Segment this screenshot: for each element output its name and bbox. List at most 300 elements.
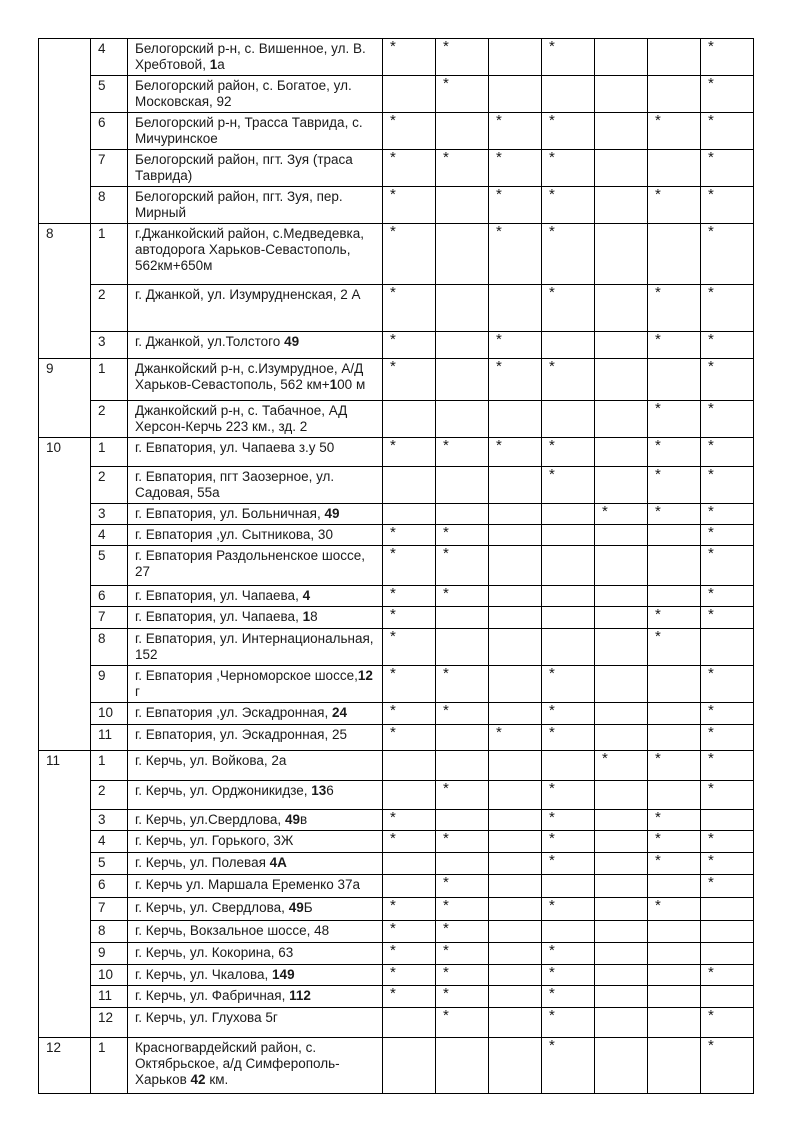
row-number-cell: 1 bbox=[91, 1038, 128, 1094]
table-row bbox=[39, 607, 754, 629]
star-mark-cell bbox=[595, 586, 648, 607]
star-mark-cell bbox=[542, 986, 595, 1008]
star-mark-cell bbox=[489, 921, 542, 943]
star-mark-cell bbox=[436, 1008, 489, 1038]
star-mark-cell bbox=[436, 586, 489, 607]
star-mark-cell bbox=[595, 224, 648, 285]
asterisk-mark: * bbox=[549, 985, 555, 1002]
star-mark-cell bbox=[383, 810, 436, 831]
star-mark-cell bbox=[701, 898, 754, 921]
star-mark-cell bbox=[489, 359, 542, 401]
table-row bbox=[39, 332, 754, 359]
asterisk-mark: * bbox=[390, 524, 396, 541]
star-mark-cell bbox=[436, 853, 489, 875]
table-row bbox=[39, 546, 754, 586]
star-mark-cell bbox=[595, 285, 648, 332]
asterisk-mark: * bbox=[549, 358, 555, 375]
asterisk-mark: * bbox=[708, 223, 714, 240]
address-cell: г.Джанкойский район, с.Медведевка, автодорога Харьков-Севастополь, 562км+650м bbox=[128, 224, 383, 285]
star-mark-cell bbox=[701, 359, 754, 401]
star-mark-cell bbox=[648, 965, 701, 986]
star-mark-cell bbox=[648, 853, 701, 875]
star-mark-cell bbox=[489, 1008, 542, 1038]
star-mark-cell bbox=[701, 467, 754, 504]
row-number-cell: 9 bbox=[91, 666, 128, 703]
star-mark-cell bbox=[436, 39, 489, 76]
star-mark-cell bbox=[648, 401, 701, 438]
address-cell: г. Евпатория Раздольненское шоссе, 27 bbox=[128, 546, 383, 586]
star-mark-cell bbox=[383, 285, 436, 332]
asterisk-mark: * bbox=[708, 75, 714, 92]
star-mark-cell bbox=[383, 666, 436, 703]
star-mark-cell bbox=[383, 359, 436, 401]
row-number-cell: 5 bbox=[91, 546, 128, 586]
star-mark-cell bbox=[436, 1038, 489, 1094]
asterisk-mark: * bbox=[390, 724, 396, 741]
asterisk-mark: * bbox=[655, 466, 661, 483]
address-cell: г. Джанкой, ул.Толстого 49 bbox=[128, 332, 383, 359]
address-cell: г. Керчь, ул. Кокорина, 63 bbox=[128, 943, 383, 965]
table-row bbox=[39, 965, 754, 986]
star-mark-cell bbox=[436, 224, 489, 285]
table-row bbox=[39, 725, 754, 751]
star-mark-cell bbox=[701, 438, 754, 467]
table-row bbox=[39, 810, 754, 831]
asterisk-mark: * bbox=[443, 149, 449, 166]
star-mark-cell bbox=[648, 586, 701, 607]
star-mark-cell bbox=[701, 150, 754, 187]
star-mark-cell bbox=[383, 438, 436, 467]
row-number-cell: 1 bbox=[91, 751, 128, 781]
row-number-cell: 5 bbox=[91, 853, 128, 875]
star-mark-cell bbox=[436, 150, 489, 187]
star-mark-cell bbox=[542, 875, 595, 898]
star-mark-cell bbox=[383, 751, 436, 781]
star-mark-cell bbox=[701, 607, 754, 629]
star-mark-cell bbox=[648, 1008, 701, 1038]
star-mark-cell bbox=[701, 401, 754, 438]
asterisk-mark: * bbox=[708, 38, 714, 55]
star-mark-cell bbox=[542, 39, 595, 76]
star-mark-cell bbox=[436, 965, 489, 986]
star-mark-cell bbox=[648, 76, 701, 113]
star-mark-cell bbox=[595, 113, 648, 150]
asterisk-mark: * bbox=[390, 358, 396, 375]
row-number-cell: 4 bbox=[91, 525, 128, 546]
table-row bbox=[39, 853, 754, 875]
star-mark-cell bbox=[383, 401, 436, 438]
star-mark-cell bbox=[489, 438, 542, 467]
star-mark-cell bbox=[436, 921, 489, 943]
star-mark-cell bbox=[595, 467, 648, 504]
asterisk-mark: * bbox=[496, 186, 502, 203]
star-mark-cell bbox=[436, 285, 489, 332]
row-number-cell: 2 bbox=[91, 401, 128, 438]
star-mark-cell bbox=[542, 921, 595, 943]
asterisk-mark: * bbox=[443, 545, 449, 562]
star-mark-cell bbox=[648, 113, 701, 150]
star-mark-cell bbox=[542, 586, 595, 607]
star-mark-cell bbox=[648, 525, 701, 546]
star-mark-cell bbox=[595, 76, 648, 113]
star-mark-cell bbox=[436, 113, 489, 150]
star-mark-cell bbox=[701, 853, 754, 875]
row-number-cell: 11 bbox=[91, 725, 128, 751]
row-number-cell: 3 bbox=[91, 810, 128, 831]
star-mark-cell bbox=[648, 831, 701, 853]
asterisk-mark: * bbox=[390, 628, 396, 645]
star-mark-cell bbox=[542, 359, 595, 401]
star-mark-cell bbox=[648, 810, 701, 831]
asterisk-mark: * bbox=[390, 186, 396, 203]
asterisk-mark: * bbox=[390, 585, 396, 602]
row-number-cell: 10 bbox=[91, 703, 128, 725]
row-number-cell: 9 bbox=[91, 943, 128, 965]
asterisk-mark: * bbox=[655, 331, 661, 348]
star-mark-cell bbox=[436, 546, 489, 586]
star-mark-cell bbox=[701, 943, 754, 965]
row-number-cell: 6 bbox=[91, 586, 128, 607]
star-mark-cell bbox=[489, 546, 542, 586]
row-number-cell: 2 bbox=[91, 285, 128, 332]
asterisk-mark: * bbox=[443, 897, 449, 914]
row-number-cell: 2 bbox=[91, 781, 128, 810]
asterisk-mark: * bbox=[708, 585, 714, 602]
asterisk-mark: * bbox=[390, 38, 396, 55]
asterisk-mark: * bbox=[708, 852, 714, 869]
asterisk-mark: * bbox=[496, 223, 502, 240]
star-mark-cell bbox=[701, 586, 754, 607]
asterisk-mark: * bbox=[708, 437, 714, 454]
asterisk-mark: * bbox=[390, 897, 396, 914]
asterisk-mark: * bbox=[390, 606, 396, 623]
star-mark-cell bbox=[542, 401, 595, 438]
asterisk-mark: * bbox=[549, 724, 555, 741]
asterisk-mark: * bbox=[708, 1037, 714, 1054]
section-number-cell: 12 bbox=[39, 1038, 91, 1094]
star-mark-cell bbox=[383, 725, 436, 751]
star-mark-cell bbox=[542, 546, 595, 586]
row-number-cell: 10 bbox=[91, 965, 128, 986]
table-row bbox=[39, 224, 754, 285]
asterisk-mark: * bbox=[443, 985, 449, 1002]
star-mark-cell bbox=[595, 703, 648, 725]
asterisk-mark: * bbox=[390, 331, 396, 348]
star-mark-cell bbox=[383, 525, 436, 546]
star-mark-cell bbox=[542, 666, 595, 703]
table-row bbox=[39, 467, 754, 504]
star-mark-cell bbox=[701, 629, 754, 666]
star-mark-cell bbox=[489, 810, 542, 831]
star-mark-cell bbox=[648, 898, 701, 921]
star-mark-cell bbox=[542, 525, 595, 546]
table-row bbox=[39, 751, 754, 781]
row-number-cell: 4 bbox=[91, 831, 128, 853]
star-mark-cell bbox=[701, 76, 754, 113]
asterisk-mark: * bbox=[708, 545, 714, 562]
address-cell: Белогорский р-н, Трасса Таврида, с. Мичуринское bbox=[128, 113, 383, 150]
star-mark-cell bbox=[383, 1038, 436, 1094]
asterisk-mark: * bbox=[655, 503, 661, 520]
address-cell: г. Керчь, ул. Чкалова, 149 bbox=[128, 965, 383, 986]
star-mark-cell bbox=[701, 113, 754, 150]
table-row bbox=[39, 921, 754, 943]
star-mark-cell bbox=[595, 810, 648, 831]
row-number-cell: 6 bbox=[91, 113, 128, 150]
star-mark-cell bbox=[648, 751, 701, 781]
asterisk-mark: * bbox=[549, 437, 555, 454]
asterisk-mark: * bbox=[443, 1007, 449, 1024]
star-mark-cell bbox=[542, 150, 595, 187]
star-mark-cell bbox=[489, 831, 542, 853]
star-mark-cell bbox=[383, 831, 436, 853]
star-mark-cell bbox=[595, 546, 648, 586]
asterisk-mark: * bbox=[443, 920, 449, 937]
star-mark-cell bbox=[436, 76, 489, 113]
star-mark-cell bbox=[648, 629, 701, 666]
star-mark-cell bbox=[436, 831, 489, 853]
star-mark-cell bbox=[701, 725, 754, 751]
star-mark-cell bbox=[489, 76, 542, 113]
star-mark-cell bbox=[489, 1038, 542, 1094]
star-mark-cell bbox=[436, 607, 489, 629]
asterisk-mark: * bbox=[708, 186, 714, 203]
table-row bbox=[39, 629, 754, 666]
row-number-cell: 7 bbox=[91, 898, 128, 921]
asterisk-mark: * bbox=[708, 524, 714, 541]
star-mark-cell bbox=[595, 187, 648, 224]
table-row bbox=[39, 76, 754, 113]
asterisk-mark: * bbox=[390, 964, 396, 981]
star-mark-cell bbox=[383, 921, 436, 943]
address-cell: Белогорский р-н, с. Вишенное, ул. В. Хребтовой, 1а bbox=[128, 39, 383, 76]
star-mark-cell bbox=[383, 187, 436, 224]
star-mark-cell bbox=[542, 703, 595, 725]
star-mark-cell bbox=[701, 39, 754, 76]
address-cell: г. Евпатория ,ул. Эскадронная, 24 bbox=[128, 703, 383, 725]
star-mark-cell bbox=[595, 401, 648, 438]
asterisk-mark: * bbox=[708, 284, 714, 301]
address-cell: г. Керчь, ул.Свердлова, 49в bbox=[128, 810, 383, 831]
address-cell: г. Евпатория, ул. Чапаева з.у 50 bbox=[128, 438, 383, 467]
star-mark-cell bbox=[701, 332, 754, 359]
address-cell: г. Евпатория, ул. Больничная, 49 bbox=[128, 504, 383, 525]
asterisk-mark: * bbox=[549, 942, 555, 959]
asterisk-mark: * bbox=[549, 830, 555, 847]
star-mark-cell bbox=[701, 187, 754, 224]
address-cell: Белогорский район, пгт. Зуя (траса Таврида) bbox=[128, 150, 383, 187]
star-mark-cell bbox=[542, 725, 595, 751]
asterisk-mark: * bbox=[549, 186, 555, 203]
asterisk-mark: * bbox=[602, 503, 608, 520]
star-mark-cell bbox=[595, 629, 648, 666]
asterisk-mark: * bbox=[549, 665, 555, 682]
address-cell: г. Керчь, Вокзальное шоссе, 48 bbox=[128, 921, 383, 943]
star-mark-cell bbox=[489, 875, 542, 898]
star-mark-cell bbox=[542, 751, 595, 781]
star-mark-cell bbox=[489, 504, 542, 525]
star-mark-cell bbox=[595, 332, 648, 359]
star-mark-cell bbox=[595, 781, 648, 810]
star-mark-cell bbox=[595, 921, 648, 943]
star-mark-cell bbox=[489, 224, 542, 285]
star-mark-cell bbox=[701, 666, 754, 703]
star-mark-cell bbox=[542, 76, 595, 113]
address-cell: г. Евпатория, ул. Чапаева, 18 bbox=[128, 607, 383, 629]
table-row bbox=[39, 187, 754, 224]
address-cell: г. Евпатория, пгт Заозерное, ул. Садовая, 55а bbox=[128, 467, 383, 504]
star-mark-cell bbox=[436, 781, 489, 810]
star-mark-cell bbox=[595, 150, 648, 187]
star-mark-cell bbox=[436, 943, 489, 965]
address-table-body bbox=[39, 39, 754, 1094]
address-cell: Джанкойский р-н, с. Табачное, АД Херсон-Керчь 223 км., зд. 2 bbox=[128, 401, 383, 438]
address-cell: г. Керчь ул. Маршала Еременко 37а bbox=[128, 875, 383, 898]
star-mark-cell bbox=[648, 943, 701, 965]
star-mark-cell bbox=[701, 504, 754, 525]
asterisk-mark: * bbox=[496, 437, 502, 454]
asterisk-mark: * bbox=[708, 1007, 714, 1024]
star-mark-cell bbox=[383, 781, 436, 810]
star-mark-cell bbox=[542, 187, 595, 224]
asterisk-mark: * bbox=[390, 112, 396, 129]
star-mark-cell bbox=[595, 898, 648, 921]
star-mark-cell bbox=[436, 504, 489, 525]
table-row bbox=[39, 875, 754, 898]
row-number-cell: 7 bbox=[91, 607, 128, 629]
asterisk-mark: * bbox=[390, 985, 396, 1002]
star-mark-cell bbox=[436, 666, 489, 703]
table-row bbox=[39, 525, 754, 546]
address-cell: г. Керчь, ул. Глухова 5г bbox=[128, 1008, 383, 1038]
star-mark-cell bbox=[542, 467, 595, 504]
table-row bbox=[39, 586, 754, 607]
asterisk-mark: * bbox=[443, 874, 449, 891]
asterisk-mark: * bbox=[708, 750, 714, 767]
star-mark-cell bbox=[542, 898, 595, 921]
asterisk-mark: * bbox=[390, 223, 396, 240]
table-row bbox=[39, 986, 754, 1008]
address-cell: Белогорский район, с. Богатое, ул. Московская, 92 bbox=[128, 76, 383, 113]
asterisk-mark: * bbox=[708, 503, 714, 520]
star-mark-cell bbox=[648, 39, 701, 76]
section-number-cell: 11 bbox=[39, 751, 91, 1038]
table-row bbox=[39, 943, 754, 965]
address-cell: г. Керчь, ул. Фабричная, 112 bbox=[128, 986, 383, 1008]
row-number-cell: 1 bbox=[91, 359, 128, 401]
row-number-cell: 5 bbox=[91, 76, 128, 113]
star-mark-cell bbox=[701, 1038, 754, 1094]
star-mark-cell bbox=[383, 629, 436, 666]
star-mark-cell bbox=[595, 607, 648, 629]
star-mark-cell bbox=[542, 1038, 595, 1094]
asterisk-mark: * bbox=[390, 830, 396, 847]
asterisk-mark: * bbox=[655, 830, 661, 847]
star-mark-cell bbox=[436, 525, 489, 546]
star-mark-cell bbox=[595, 943, 648, 965]
star-mark-cell bbox=[489, 629, 542, 666]
address-cell: Белогорский район, пгт. Зуя, пер. Мирный bbox=[128, 187, 383, 224]
asterisk-mark: * bbox=[390, 665, 396, 682]
asterisk-mark: * bbox=[443, 702, 449, 719]
star-mark-cell bbox=[489, 586, 542, 607]
star-mark-cell bbox=[542, 438, 595, 467]
star-mark-cell bbox=[595, 875, 648, 898]
asterisk-mark: * bbox=[655, 897, 661, 914]
star-mark-cell bbox=[383, 986, 436, 1008]
row-number-cell: 11 bbox=[91, 986, 128, 1008]
star-mark-cell bbox=[701, 965, 754, 986]
star-mark-cell bbox=[383, 875, 436, 898]
row-number-cell: 1 bbox=[91, 224, 128, 285]
star-mark-cell bbox=[383, 332, 436, 359]
star-mark-cell bbox=[648, 150, 701, 187]
row-number-cell: 12 bbox=[91, 1008, 128, 1038]
asterisk-mark: * bbox=[708, 358, 714, 375]
star-mark-cell bbox=[595, 1038, 648, 1094]
asterisk-mark: * bbox=[496, 331, 502, 348]
asterisk-mark: * bbox=[496, 358, 502, 375]
asterisk-mark: * bbox=[655, 628, 661, 645]
asterisk-mark: * bbox=[443, 524, 449, 541]
star-mark-cell bbox=[489, 285, 542, 332]
address-cell: г. Евпатория ,Черноморское шоссе,12 г bbox=[128, 666, 383, 703]
star-mark-cell bbox=[383, 853, 436, 875]
table-row bbox=[39, 438, 754, 467]
star-mark-cell bbox=[648, 438, 701, 467]
star-mark-cell bbox=[701, 986, 754, 1008]
star-mark-cell bbox=[436, 467, 489, 504]
asterisk-mark: * bbox=[708, 466, 714, 483]
star-mark-cell bbox=[436, 332, 489, 359]
asterisk-mark: * bbox=[708, 665, 714, 682]
star-mark-cell bbox=[542, 113, 595, 150]
star-mark-cell bbox=[648, 546, 701, 586]
asterisk-mark: * bbox=[443, 38, 449, 55]
asterisk-mark: * bbox=[390, 920, 396, 937]
star-mark-cell bbox=[489, 986, 542, 1008]
star-mark-cell bbox=[489, 751, 542, 781]
address-cell: г. Евпатория, ул. Чапаева, 4 bbox=[128, 586, 383, 607]
star-mark-cell bbox=[436, 187, 489, 224]
address-cell: Красногвардейский район, с. Октябрьское, а/д Симферополь-Харьков 42 км. bbox=[128, 1038, 383, 1094]
star-mark-cell bbox=[701, 810, 754, 831]
asterisk-mark: * bbox=[443, 665, 449, 682]
table-row bbox=[39, 703, 754, 725]
star-mark-cell bbox=[383, 76, 436, 113]
star-mark-cell bbox=[648, 285, 701, 332]
table-row bbox=[39, 898, 754, 921]
star-mark-cell bbox=[595, 504, 648, 525]
star-mark-cell bbox=[542, 332, 595, 359]
star-mark-cell bbox=[595, 359, 648, 401]
star-mark-cell bbox=[436, 810, 489, 831]
address-table bbox=[38, 38, 754, 1094]
asterisk-mark: * bbox=[549, 38, 555, 55]
asterisk-mark: * bbox=[549, 223, 555, 240]
asterisk-mark: * bbox=[549, 852, 555, 869]
star-mark-cell bbox=[489, 113, 542, 150]
asterisk-mark: * bbox=[496, 112, 502, 129]
asterisk-mark: * bbox=[655, 852, 661, 869]
star-mark-cell bbox=[595, 438, 648, 467]
star-mark-cell bbox=[383, 113, 436, 150]
star-mark-cell bbox=[436, 898, 489, 921]
section-number-cell bbox=[39, 39, 91, 224]
star-mark-cell bbox=[648, 875, 701, 898]
address-cell: г. Керчь, ул. Свердлова, 49Б bbox=[128, 898, 383, 921]
star-mark-cell bbox=[648, 224, 701, 285]
